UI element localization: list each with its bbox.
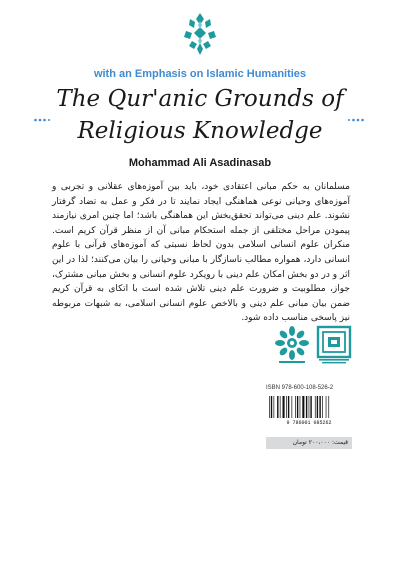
book-subtitle: with an Emphasis on Islamic Humanities bbox=[93, 68, 307, 80]
geometric-ornament-icon bbox=[181, 11, 219, 57]
barcode-bar bbox=[292, 396, 293, 418]
barcode-bar bbox=[310, 396, 311, 418]
isbn-label: ISBN 978-600-108-526-2 bbox=[266, 385, 334, 391]
author-name: Mohammad Ali Asadinasab bbox=[128, 157, 272, 169]
barcode-bar bbox=[306, 396, 307, 418]
barcode-bar bbox=[283, 396, 285, 418]
publisher-circle-emblem-icon bbox=[273, 325, 311, 365]
price-label: قیمت: ۲۰۰،۰۰۰ تومان bbox=[266, 437, 352, 449]
barcode-bar bbox=[271, 396, 272, 418]
barcode-bar bbox=[317, 396, 318, 418]
barcode-bar bbox=[315, 396, 316, 418]
barcode-bar bbox=[280, 396, 281, 418]
book-title-line-1: The Qur'anic Grounds of bbox=[56, 86, 344, 112]
book-description: مسلمانان به حکم مبانی اعتقادی خود، باید بین آموزه‌های عقلانی و تجربی و آموزه‌های وحیانی نوعی هماهنگی ایجاد نمایند تا در فکر و عمل به تضاد گرفتار نشوند. علم دینی می‌تواند تحقق‌بخش این هماهنگی باشد؛ اما چنین امری نیازمند پیمودن مراحل مختلفی از جمله استحکام مبانی آن از منظر قرآن کریم است. منکران علوم انسانی اسلامی بدون لحاظ نسبتی که آموزه‌های قرآنی با علوم انسانی دارد، همواره مطالب ناسازگار با مبانی وحیانی را بیان می‌کنند؛ لذا در این اثر و در دو بخش امکان علم دینی با رویکرد علوم انسانی و بخش مبانی مشترک، جواز، مطلوبیت و ضرورت علم دینی تلاش شده است با اتکای به قرآن کریم ضمن بیان مبانی علم دینی و بالاخص علوم انسانی اسلامی، به شبهات مربوطه نیز پاسخی مناسب داده شود. bbox=[52, 182, 350, 324]
barcode-bar bbox=[300, 396, 301, 418]
barcode-bar bbox=[302, 396, 304, 418]
barcode-bar bbox=[269, 396, 270, 418]
barcode-bar bbox=[274, 396, 275, 418]
barcode-bar bbox=[328, 396, 329, 418]
barcode-bar bbox=[295, 396, 296, 418]
barcode-bar bbox=[309, 396, 310, 418]
barcode-bar bbox=[322, 396, 323, 418]
barcode-icon bbox=[266, 395, 352, 425]
barcode-bar bbox=[326, 396, 327, 418]
book-title-line-2: Religious Knowledge bbox=[77, 118, 323, 144]
publisher-square-emblem-icon bbox=[316, 325, 352, 365]
barcode-bar bbox=[288, 396, 289, 418]
barcode-digits: 9 786001 085262 bbox=[286, 420, 332, 425]
barcode-bar bbox=[319, 396, 320, 418]
barcode-bar bbox=[297, 396, 298, 418]
barcode-bar bbox=[286, 396, 287, 418]
barcode-bar bbox=[277, 396, 278, 418]
